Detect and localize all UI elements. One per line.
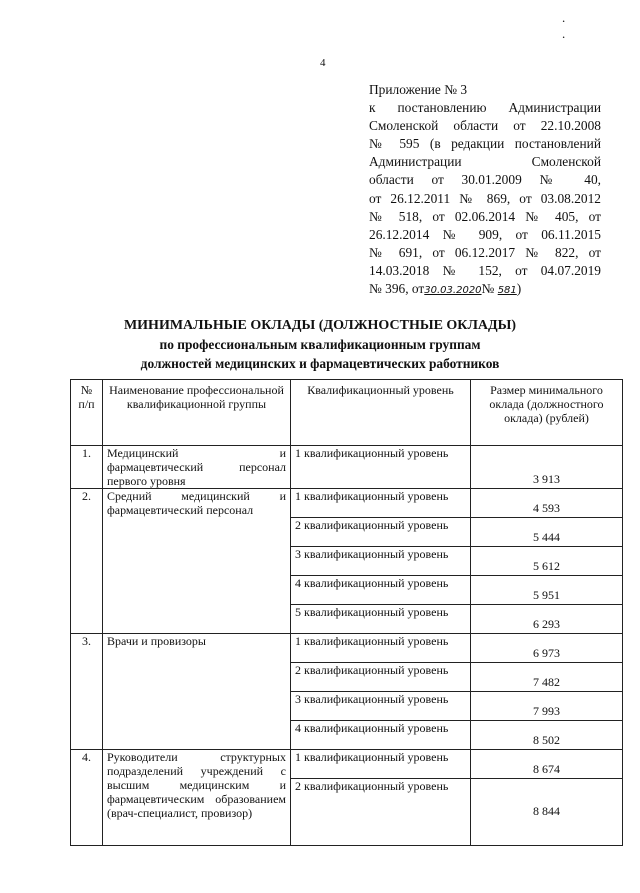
salary-cell: 3 913 [471,446,623,489]
level-cell: 5 квалификационный уровень [291,605,471,634]
table-header-row [71,380,623,446]
group-name: Средний медицинский и фармацевтический персонал [103,489,291,634]
appendix-line: к постановлению Администрации [369,100,601,116]
salary-cell: 5 444 [471,518,623,547]
appendix-line: № 518, от 02.06.2014 № 405, от [369,208,601,224]
handwritten-date: 30.03.2020 [424,285,482,297]
salary-cell: 8 674 [471,750,623,779]
level-cell: 4 квалификационный уровень [291,576,471,605]
appendix-last-prefix: № 396, от [369,281,425,297]
salary-table [70,379,623,846]
appendix-line: № 595 (в редакции постановлений [369,136,601,152]
table-row [71,489,623,518]
page-number: 4 [320,57,326,69]
appendix-last-line [369,280,601,300]
title-line-1: МИНИМАЛЬНЫЕ ОКЛАДЫ (ДОЛЖНОСТНЫЕ ОКЛАДЫ) [123,318,517,333]
appendix-line: Приложение № 3 [369,82,468,97]
appendix-line: области от 30.01.2009 № 40, [369,172,601,188]
level-cell: 1 квалификационный уровень [291,750,471,779]
salary-cell: 4 593 [471,489,623,518]
table-row [71,634,623,663]
table-row [71,446,623,489]
appendix-line: 14.03.2018 № 152, от 04.07.2019 [369,262,601,278]
salary-cell: 6 293 [471,605,623,634]
appendix-header [369,81,601,300]
appendix-line: № 691, от 06.12.2017 № 822, от [369,244,601,260]
salary-cell: 7 482 [471,663,623,692]
level-cell: 2 квалификационный уровень [291,663,471,692]
salary-cell: 6 973 [471,634,623,663]
header-num: № п/п [71,380,103,446]
group-number: 4. [71,750,103,846]
salary-cell: 7 993 [471,692,623,721]
level-cell: 4 квалификационный уровень [291,721,471,750]
corner-marks: . . [562,10,592,41]
level-cell: 3 квалификационный уровень [291,692,471,721]
level-cell: 1 квалификационный уровень [291,634,471,663]
document-title [0,316,640,373]
level-cell: 3 квалификационный уровень [291,547,471,576]
appendix-line: 26.12.2014 № 909, от 06.11.2015 [369,226,601,242]
header-salary: Размер минимального оклада (должностного оклада) (рублей) [471,380,623,446]
title-line-2: по профессиональным квалификационным группам [159,337,481,352]
handwritten-number: 581 [497,285,517,297]
group-number: 2. [71,489,103,634]
title-line-3: должностей медицинских и фармацевтических работников [140,356,500,371]
appendix-closing-paren: ) [516,281,522,297]
appendix-line: Администрации Смоленской [369,154,601,170]
group-name: Медицинский и фармацевтический персонал первого уровня [103,446,291,489]
salary-cell: 5 612 [471,547,623,576]
appendix-number-sign: № [481,281,495,297]
salary-cell: 8 502 [471,721,623,750]
group-name: Врачи и провизоры [103,634,291,750]
group-name: Руководители структурных подразделений учреждений с высшим медицинским и фармацевтическим образованием (врач-специалист, провизор) [103,750,291,846]
appendix-line: Смоленской области от 22.10.2008 [369,118,601,134]
group-number: 1. [71,446,103,489]
header-group: Наименование профессиональной квалификационной группы [103,380,291,446]
level-cell: 1 квалификационный уровень [291,446,471,489]
group-number: 3. [71,634,103,750]
salary-cell: 8 844 [471,779,623,846]
header-level: Квалификационный уровень [291,380,471,446]
level-cell: 2 квалификационный уровень [291,518,471,547]
appendix-line: от 26.12.2011 № 869, от 03.08.2012 [369,190,601,206]
level-cell: 2 квалификационный уровень [291,779,471,846]
table-row [71,750,623,779]
level-cell: 1 квалификационный уровень [291,489,471,518]
salary-cell: 5 951 [471,576,623,605]
